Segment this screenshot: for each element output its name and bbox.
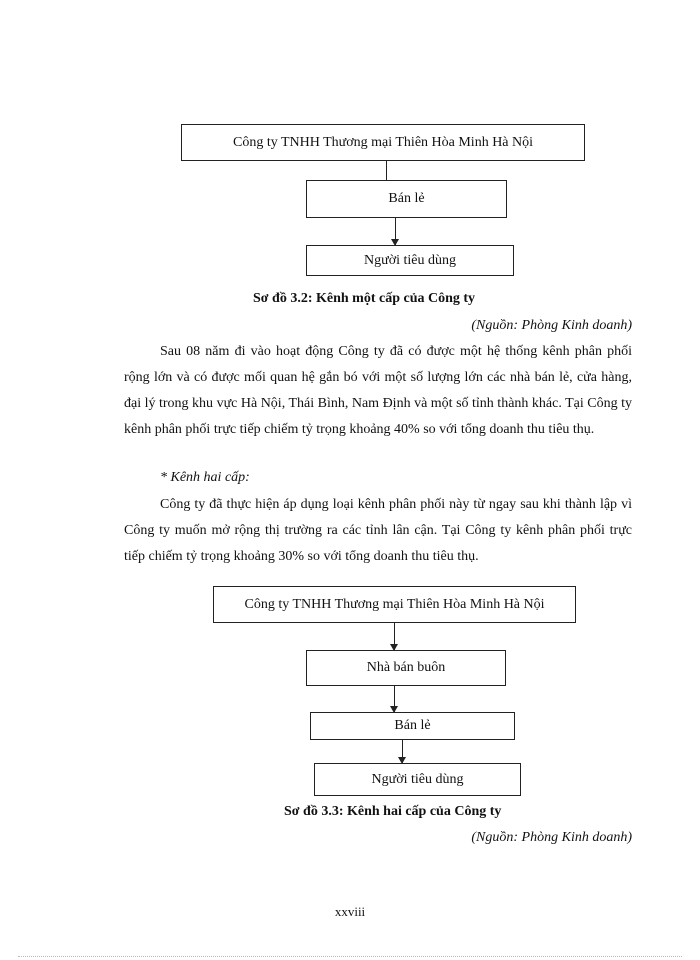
consumer-box: Người tiêu dùng: [306, 245, 514, 276]
consumer-box: Người tiêu dùng: [314, 763, 521, 796]
company-box: Công ty TNHH Thương mại Thiên Hòa Minh Hà Nội: [181, 124, 585, 161]
diagram-source-3-2: (Nguồn: Phòng Kinh doanh): [471, 318, 632, 333]
wholesale-box: Nhà bán buôn: [306, 650, 506, 686]
body-paragraph-1: Sau 08 năm đi vào hoạt động Công ty đã có được một hệ thống kênh phân phối rộng lớn và có được mối quan hệ gắn bó với một số lượng lớn các nhà bán lẻ, cửa hàng, đại lý trong khu vực Hà Nội, Thái Bình, Nam Định và một số tỉnh thành khác. Tại Công ty kênh phân phối trực tiếp chiếm tỷ trọng khoảng 40% so với tổng doanh thu tiêu thụ.: [124, 344, 632, 437]
diagram-caption-3-3: Sơ đồ 3.3: Kênh hai cấp của Công ty: [284, 804, 502, 819]
retail-box: Bán lẻ: [310, 712, 515, 740]
arrow-wholesale-to-retail: [394, 686, 395, 712]
body-paragraph-2: Công ty đã thực hiện áp dụng loại kênh phân phối này từ ngay sau khi thành lập vì Công ty muốn mở rộng thị trường ra các tỉnh lân cận. Tại Công ty kênh phân phối trực tiếp chiếm tỷ trọng khoảng 30% so với tổng doanh thu tiêu thụ.: [124, 497, 632, 564]
page-number: xxviii: [334, 904, 366, 919]
arrow-retail-to-consumer: [395, 218, 396, 245]
subheading-two-level-channel: * Kênh hai cấp:: [160, 470, 250, 485]
retail-box: Bán lẻ: [306, 180, 507, 218]
diagram-source-3-3: (Nguồn: Phòng Kinh doanh): [471, 830, 632, 845]
arrow-retail-to-consumer: [402, 740, 403, 763]
page-bottom-rule: [18, 956, 682, 957]
company-box: Công ty TNHH Thương mại Thiên Hòa Minh Hà Nội: [213, 586, 576, 623]
arrow-company-to-wholesale: [394, 623, 395, 650]
diagram-caption-3-2: Sơ đồ 3.2: Kênh một cấp của Công ty: [253, 291, 476, 306]
